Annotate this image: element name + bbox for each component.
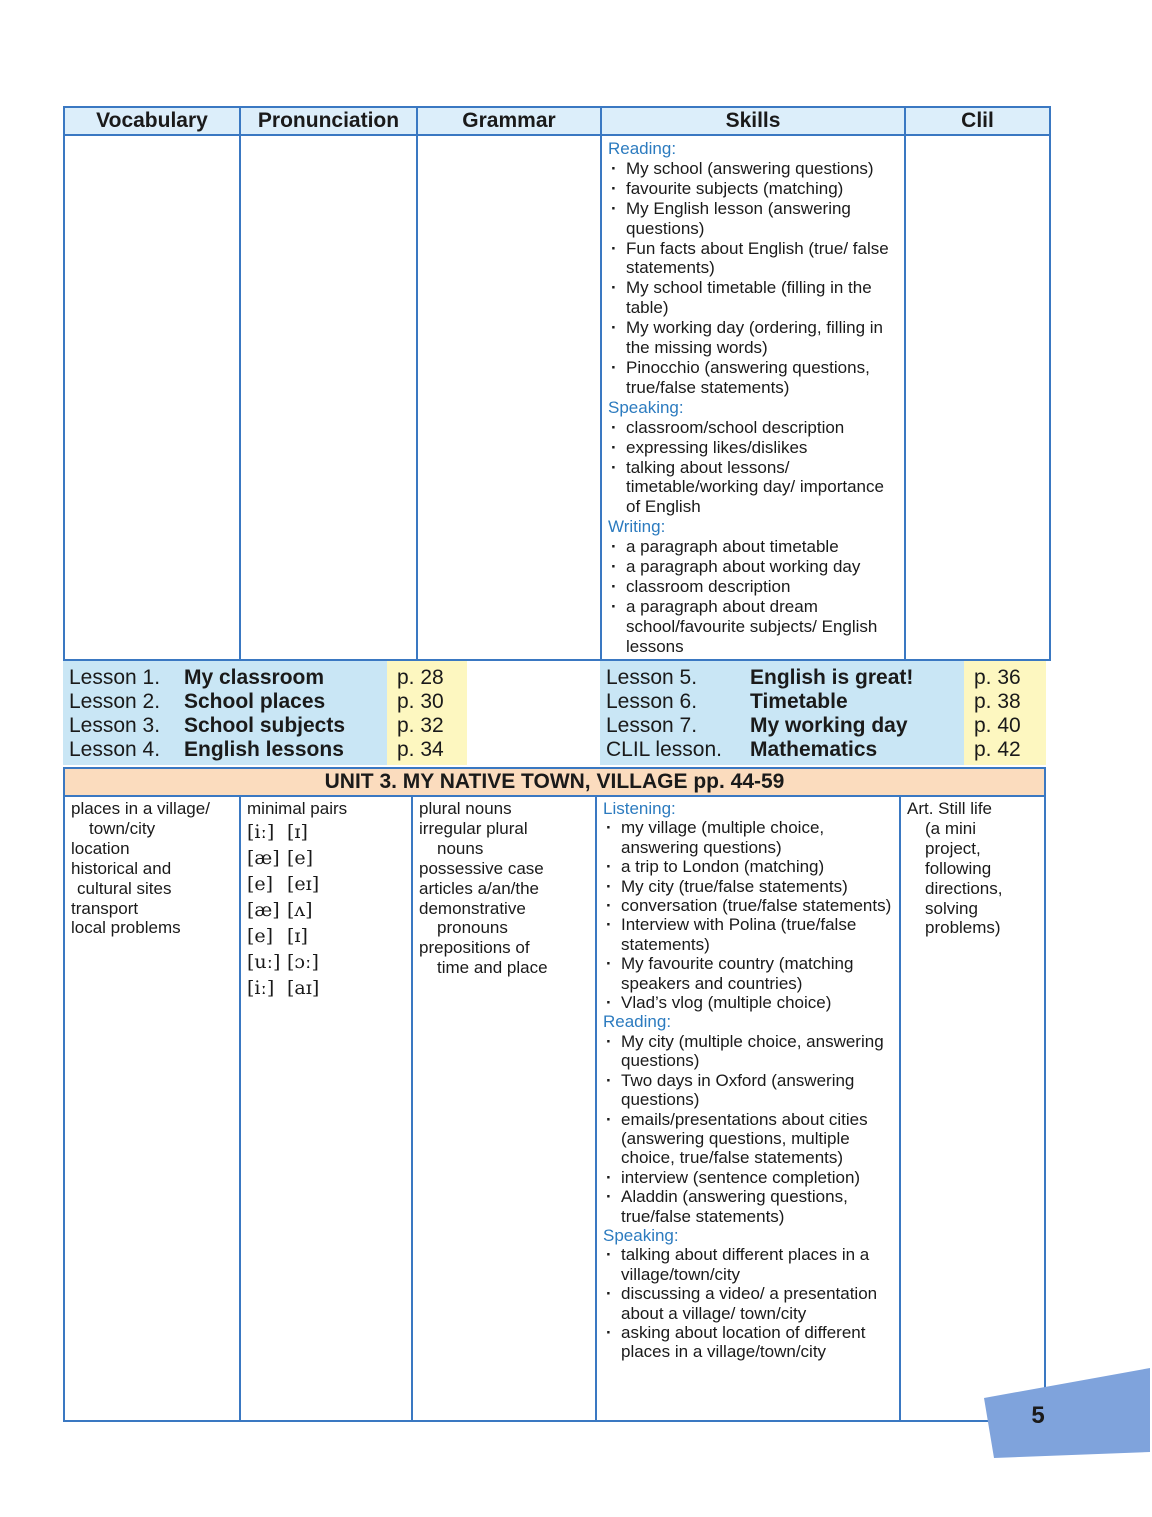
vocab-item: town/city [89,818,156,838]
clil-item: problems) [925,918,1001,938]
phoneme: [æ] [247,846,280,869]
phoneme: [ʌ] [287,898,313,921]
list-item: · My city (multiple choice, answering questions) [603,1032,893,1071]
lesson-row [69,738,387,762]
lesson-title: My working day [750,714,908,737]
list-item: · Pinocchio (answering questions, true/false statements) [608,358,898,398]
unit2-skills-cell [600,134,906,661]
col-header-vocabulary: Vocabulary [63,106,241,136]
speaking-label: Speaking: [608,397,684,417]
page-number: 5 [1031,1402,1045,1429]
list-item: · a paragraph about working day [608,557,898,577]
grammar-item: possessive case [419,858,544,878]
minimal-pair [247,923,405,949]
pages-right-block [964,661,1046,765]
lesson-title: School subjects [184,714,346,737]
lesson-row [69,714,387,738]
grammar-item: irregular plural [419,818,528,838]
lesson-number: Lesson 5. [606,666,698,689]
vocab-item: transport [71,898,139,918]
minimal-pair [247,845,405,871]
lesson-title: Timetable [750,690,848,713]
col-header-clil: Clil [904,106,1051,136]
minimal-pair [247,871,405,897]
phoneme: [ɪ] [287,820,308,843]
phoneme: [iː] [247,820,275,843]
minimal-pairs-label: minimal pairs [247,799,348,818]
grammar-item: nouns [437,838,484,858]
listening-list [603,818,893,1012]
lesson-number: CLIL lesson. [606,738,722,761]
list-item: · discussing a video/ a presentation about a village/ town/city [603,1284,893,1323]
list-item: · talking about lessons/ timetable/working day/ importance of English [608,458,898,518]
list-item: · classroom description [608,577,898,597]
reading-label: Reading: [608,139,677,158]
reading-label: Reading: [603,1012,672,1032]
listening-label: Listening: [603,799,676,818]
unit2-clil-cell [904,134,1051,661]
lesson-page: p. 38 [974,690,1021,713]
lesson-title: English is great! [750,666,914,689]
lesson-row [606,666,964,690]
speaking-label: Speaking: [603,1225,679,1245]
phoneme: [e] [247,924,274,947]
writing-list [608,537,898,656]
grammar-item: time and place [437,958,548,978]
lesson-title: School places [184,690,326,713]
phoneme: [iː] [247,976,275,999]
phoneme: [æ] [247,898,280,921]
lesson-page: p. 30 [397,690,444,713]
lesson-page: p. 32 [397,714,444,737]
minimal-pair [247,949,405,975]
list-item: · a paragraph about dream school/favourite subjects/ English lessons [608,597,898,657]
grammar-item: articles a/an/the [419,878,540,898]
lesson-page: p. 36 [974,666,1021,689]
phoneme: [uː] [247,950,281,973]
minimal-pair [247,819,405,845]
list-item: · classroom/school description [608,418,898,438]
unit2-grammar-cell [416,134,602,661]
list-item: · my village (multiple choice, answering questions) [603,818,893,857]
minimal-pair [247,897,405,923]
clil-item: project, [925,838,981,858]
list-item: · Interview with Polina (true/false statements) [603,915,893,954]
lesson-row [606,738,964,762]
unit3-vocabulary-cell [63,795,241,1422]
grammar-item: demonstrative [419,898,526,918]
phoneme: [eɪ] [287,872,320,895]
clil-item: directions, [925,878,1003,898]
list-item: · conversation (true/false statements) [603,896,893,915]
lesson-number: Lesson 2. [69,690,161,713]
grammar-item: pronouns [437,918,508,938]
lesson-title: Mathematics [750,738,878,761]
clil-item: following [925,858,992,878]
phoneme: [e] [247,872,274,895]
vocab-item: location [71,838,130,858]
clil-item: Art. Still life [907,799,993,818]
lesson-row [606,690,964,714]
unit3-skills-cell [595,795,901,1422]
clil-item: solving [925,898,978,918]
writing-label: Writing: [608,517,666,537]
reading-list [608,159,898,398]
col-header-pronunciation: Pronunciation [239,106,418,136]
unit3-grammar-cell [411,795,597,1422]
list-item: · My favourite country (matching speakers and countries) [603,954,893,993]
list-item: · Fun facts about English (true/ false statements) [608,239,898,279]
unit3-pronunciation-cell [239,795,413,1422]
lesson-number: Lesson 6. [606,690,698,713]
list-item: · Two days in Oxford (answering questions) [603,1071,893,1110]
list-item: · a paragraph about timetable [608,537,898,557]
lesson-number: Lesson 1. [69,666,161,689]
lesson-row [606,714,964,738]
lesson-page: p. 28 [397,666,444,689]
speaking-list [608,418,898,518]
list-item: · My working day (ordering, filling in the missing words) [608,318,898,358]
page-tab-shape [980,1366,1152,1460]
lesson-page: p. 42 [974,738,1021,761]
vocab-item: cultural sites [77,878,172,898]
unit3-clil-cell [899,795,1046,1422]
list-item: · asking about location of different places in a village/town/city [603,1323,893,1362]
minimal-pair [247,975,405,1001]
col-header-grammar: Grammar [416,106,602,136]
phoneme: [ɔː] [287,950,319,973]
phoneme: [ɪ] [287,924,308,947]
lesson-number: Lesson 7. [606,714,698,737]
list-item: · talking about different places in a village/town/city [603,1245,893,1284]
grammar-item: plural nouns [419,799,512,818]
vocab-item: places in a village/ [71,799,210,818]
list-item: · Aladdin (answering questions, true/false statements) [603,1187,893,1226]
lesson-row [69,690,387,714]
list-item: · My school timetable (filling in the table) [608,278,898,318]
unit2-pronunciation-cell [239,134,418,661]
col-header-skills: Skills [600,106,906,136]
clil-item: (a mini [925,818,977,838]
unit2-vocabulary-cell [63,134,241,661]
list-item: · My city (true/false statements) [603,877,893,896]
lesson-number: Lesson 4. [69,738,161,761]
lessons-right-block [600,661,964,765]
speaking-list [603,1245,893,1361]
vocab-item: local problems [71,918,181,938]
lesson-title: English lessons [184,738,344,761]
vocab-item: historical and [71,858,172,878]
reading-list [603,1032,893,1226]
lesson-title: My classroom [184,666,325,689]
list-item: · emails/presentations about cities (answering questions, multiple choice, true/false statements) [603,1110,893,1168]
list-item: · expressing likes/dislikes [608,438,898,458]
list-item: · My English lesson (answering questions) [608,199,898,239]
pages-left-block [387,661,467,765]
lesson-row [69,666,387,690]
lesson-page: p. 34 [397,738,444,761]
lesson-number: Lesson 3. [69,714,161,737]
lessons-left-block [63,661,387,765]
grammar-item: prepositions of [419,938,530,958]
list-item: · a trip to London (matching) [603,857,893,876]
list-item: · My school (answering questions) [608,159,898,179]
phoneme: [aɪ] [287,976,320,999]
unit3-title: UNIT 3. MY NATIVE TOWN, VILLAGE pp. 44-59 [63,767,1046,797]
list-item: · Vlad’s vlog (multiple choice) [603,993,893,1012]
lesson-page: p. 40 [974,714,1021,737]
phoneme: [e] [287,846,314,869]
list-item: · favourite subjects (matching) [608,179,898,199]
list-item: · interview (sentence completion) [603,1168,893,1187]
